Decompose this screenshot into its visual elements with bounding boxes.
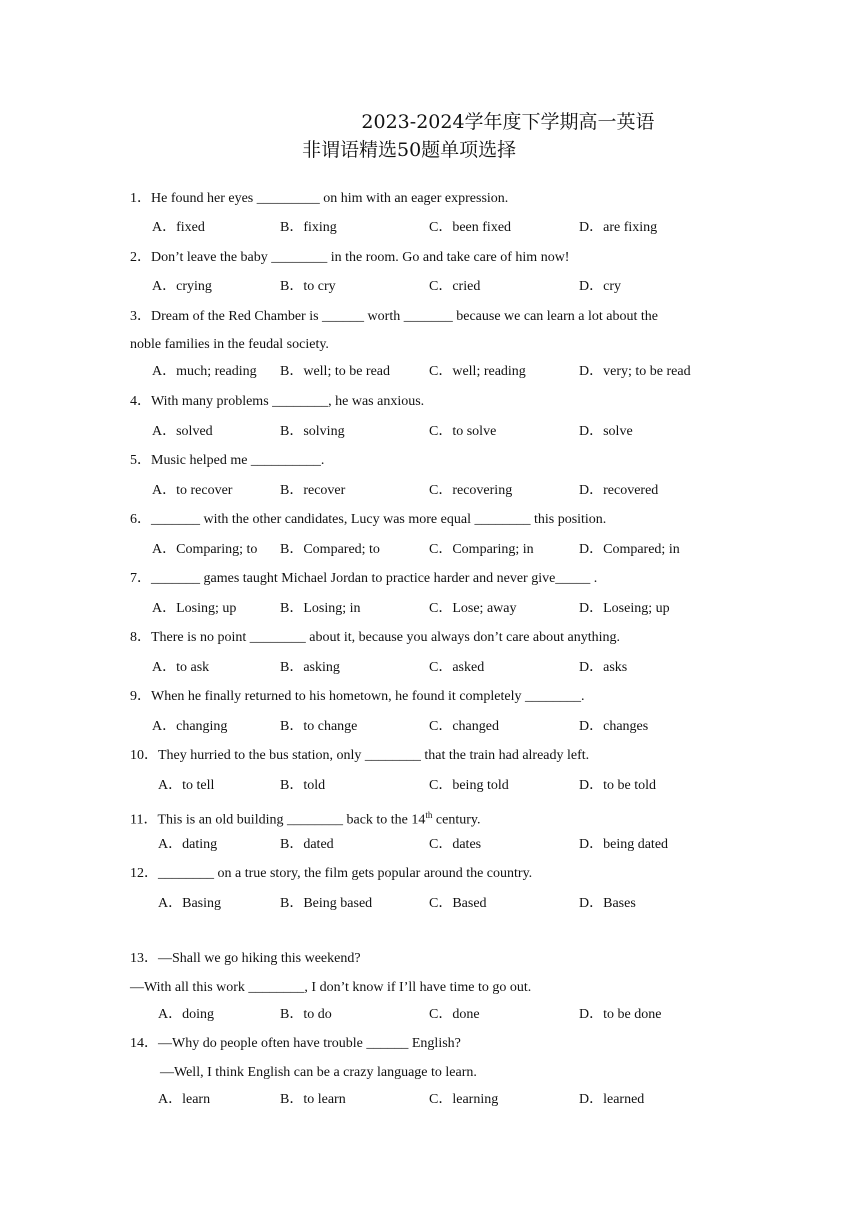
title-line-2-text: 非谓语精选50题单项选择 [302, 139, 517, 161]
question-3-stem-continued: noble families in the feudal society. [130, 337, 329, 352]
question-11-options [158, 836, 778, 854]
question-6-options [152, 541, 772, 559]
question-10-stem: 10．They hurried to the bus station, only ________ that the train had already left. [130, 748, 590, 763]
option-a[interactable]: A．to tell [158, 778, 215, 793]
option-b[interactable]: B．to change [280, 719, 358, 734]
option-c[interactable]: C．been fixed [429, 220, 512, 235]
question-3-stem: 3．Dream of the Red Chamber is ______ worth _______ because we can learn a lot about the [130, 309, 658, 324]
option-b[interactable]: B．recover [280, 483, 346, 498]
ordinal-superscript: th [425, 810, 433, 820]
option-d[interactable]: D．are fixing [579, 220, 658, 235]
question-11-stem-text: 11．This is an old building ________ back to the 14 [130, 812, 426, 828]
option-c[interactable]: C．well; reading [429, 364, 526, 379]
question-1-stem: 1．He found her eyes _________ on him with an eager expression. [130, 191, 509, 206]
option-c[interactable]: C．dates [429, 837, 482, 852]
question-14-stem-continued: —Well, I think English can be a crazy language to learn. [160, 1065, 477, 1080]
option-d[interactable]: D．asks [579, 660, 628, 675]
question-1-options [152, 219, 772, 237]
question-8-stem: 8．There is no point ________ about it, because you always don’t care about anything. [130, 630, 621, 645]
question-13-options [158, 1006, 778, 1024]
option-a[interactable]: A．doing [158, 1007, 214, 1022]
option-c[interactable]: C．cried [429, 279, 481, 294]
question-4-options [152, 423, 772, 441]
option-a[interactable]: A．learn [158, 1092, 211, 1107]
title-line-1: 2023-2024学年度下学期高一英语 [361, 111, 655, 133]
question-13-stem-continued: —With all this work ________, I don’t know if I’ll have time to go out. [130, 980, 532, 995]
question-11-stem [130, 806, 481, 830]
option-b[interactable]: B．Losing; in [280, 601, 361, 616]
option-d[interactable]: D．changes [579, 719, 649, 734]
option-c[interactable]: C．Lose; away [429, 601, 517, 616]
option-b[interactable]: B．told [280, 778, 326, 793]
option-b[interactable]: B．well; to be read [280, 364, 391, 379]
option-a[interactable]: A．much; reading [152, 364, 257, 379]
question-5-stem: 5．Music helped me __________. [130, 453, 325, 468]
option-d[interactable]: D．recovered [579, 483, 659, 498]
question-6-stem: 6．_______ with the other candidates, Lucy was more equal ________ this position. [130, 512, 607, 527]
question-9-stem: 9．When he finally returned to his hometown, he found it completely ________. [130, 689, 585, 704]
option-d[interactable]: D．solve [579, 424, 633, 439]
option-d[interactable]: D．very; to be read [579, 364, 691, 379]
question-2-options [152, 278, 772, 296]
question-9-options [152, 718, 772, 736]
option-b[interactable]: B．to do [280, 1007, 332, 1022]
question-5-options [152, 482, 772, 500]
question-10-options [158, 777, 778, 795]
option-c[interactable]: C．to solve [429, 424, 497, 439]
option-c[interactable]: C．Based [429, 896, 487, 911]
option-c[interactable]: C．being told [429, 778, 509, 793]
question-14-options [158, 1091, 778, 1109]
option-a[interactable]: A．fixed [152, 220, 205, 235]
option-a[interactable]: A．dating [158, 837, 218, 852]
option-a[interactable]: A．crying [152, 279, 212, 294]
question-12-stem: 12．________ on a true story, the film gets popular around the country. [130, 866, 533, 881]
option-b[interactable]: B．Compared; to [280, 542, 380, 557]
question-4-stem: 4．With many problems ________, he was anxious. [130, 394, 425, 409]
option-b[interactable]: B．fixing [280, 220, 337, 235]
question-8-options [152, 659, 772, 677]
option-c[interactable]: C．Comparing; in [429, 542, 534, 557]
question-3-options [152, 363, 772, 381]
option-d[interactable]: D．being dated [579, 837, 669, 852]
option-c[interactable]: C．asked [429, 660, 485, 675]
option-b[interactable]: B．asking [280, 660, 340, 675]
option-d[interactable]: D．to be told [579, 778, 656, 793]
option-a[interactable]: A．Basing [158, 896, 221, 911]
option-b[interactable]: B．to cry [280, 279, 336, 294]
question-13-stem: 13．—Shall we go hiking this weekend? [130, 951, 361, 966]
question-2-stem: 2．Don’t leave the baby ________ in the room. Go and take care of him now! [130, 250, 570, 265]
option-c[interactable]: C．changed [429, 719, 499, 734]
option-d[interactable]: D．to be done [579, 1007, 662, 1022]
option-a[interactable]: A．Losing; up [152, 601, 237, 616]
option-c[interactable]: C．learning [429, 1092, 499, 1107]
option-d[interactable]: D．cry [579, 279, 621, 294]
option-c[interactable]: C．recovering [429, 483, 513, 498]
option-a[interactable]: A．Comparing; to [152, 542, 258, 557]
option-d[interactable]: D．Compared; in [579, 542, 680, 557]
option-a[interactable]: A．to ask [152, 660, 210, 675]
option-b[interactable]: B．to learn [280, 1092, 346, 1107]
question-7-options [152, 600, 772, 618]
question-7-stem: 7．_______ games taught Michael Jordan to practice harder and never give_____ . [130, 571, 598, 586]
option-a[interactable]: A．changing [152, 719, 228, 734]
option-d[interactable]: D．Bases [579, 896, 636, 911]
option-c[interactable]: C．done [429, 1007, 480, 1022]
question-12-options [158, 895, 778, 913]
option-b[interactable]: B．Being based [280, 896, 373, 911]
option-a[interactable]: A．to recover [152, 483, 233, 498]
option-a[interactable]: A．solved [152, 424, 213, 439]
option-d[interactable]: D．learned [579, 1092, 645, 1107]
option-d[interactable]: D．Loseing; up [579, 601, 670, 616]
question-11-stem-end: century. [432, 812, 481, 828]
question-14-stem: 14．—Why do people often have trouble ______ English? [130, 1036, 461, 1051]
option-b[interactable]: B．solving [280, 424, 345, 439]
option-b[interactable]: B．dated [280, 837, 334, 852]
